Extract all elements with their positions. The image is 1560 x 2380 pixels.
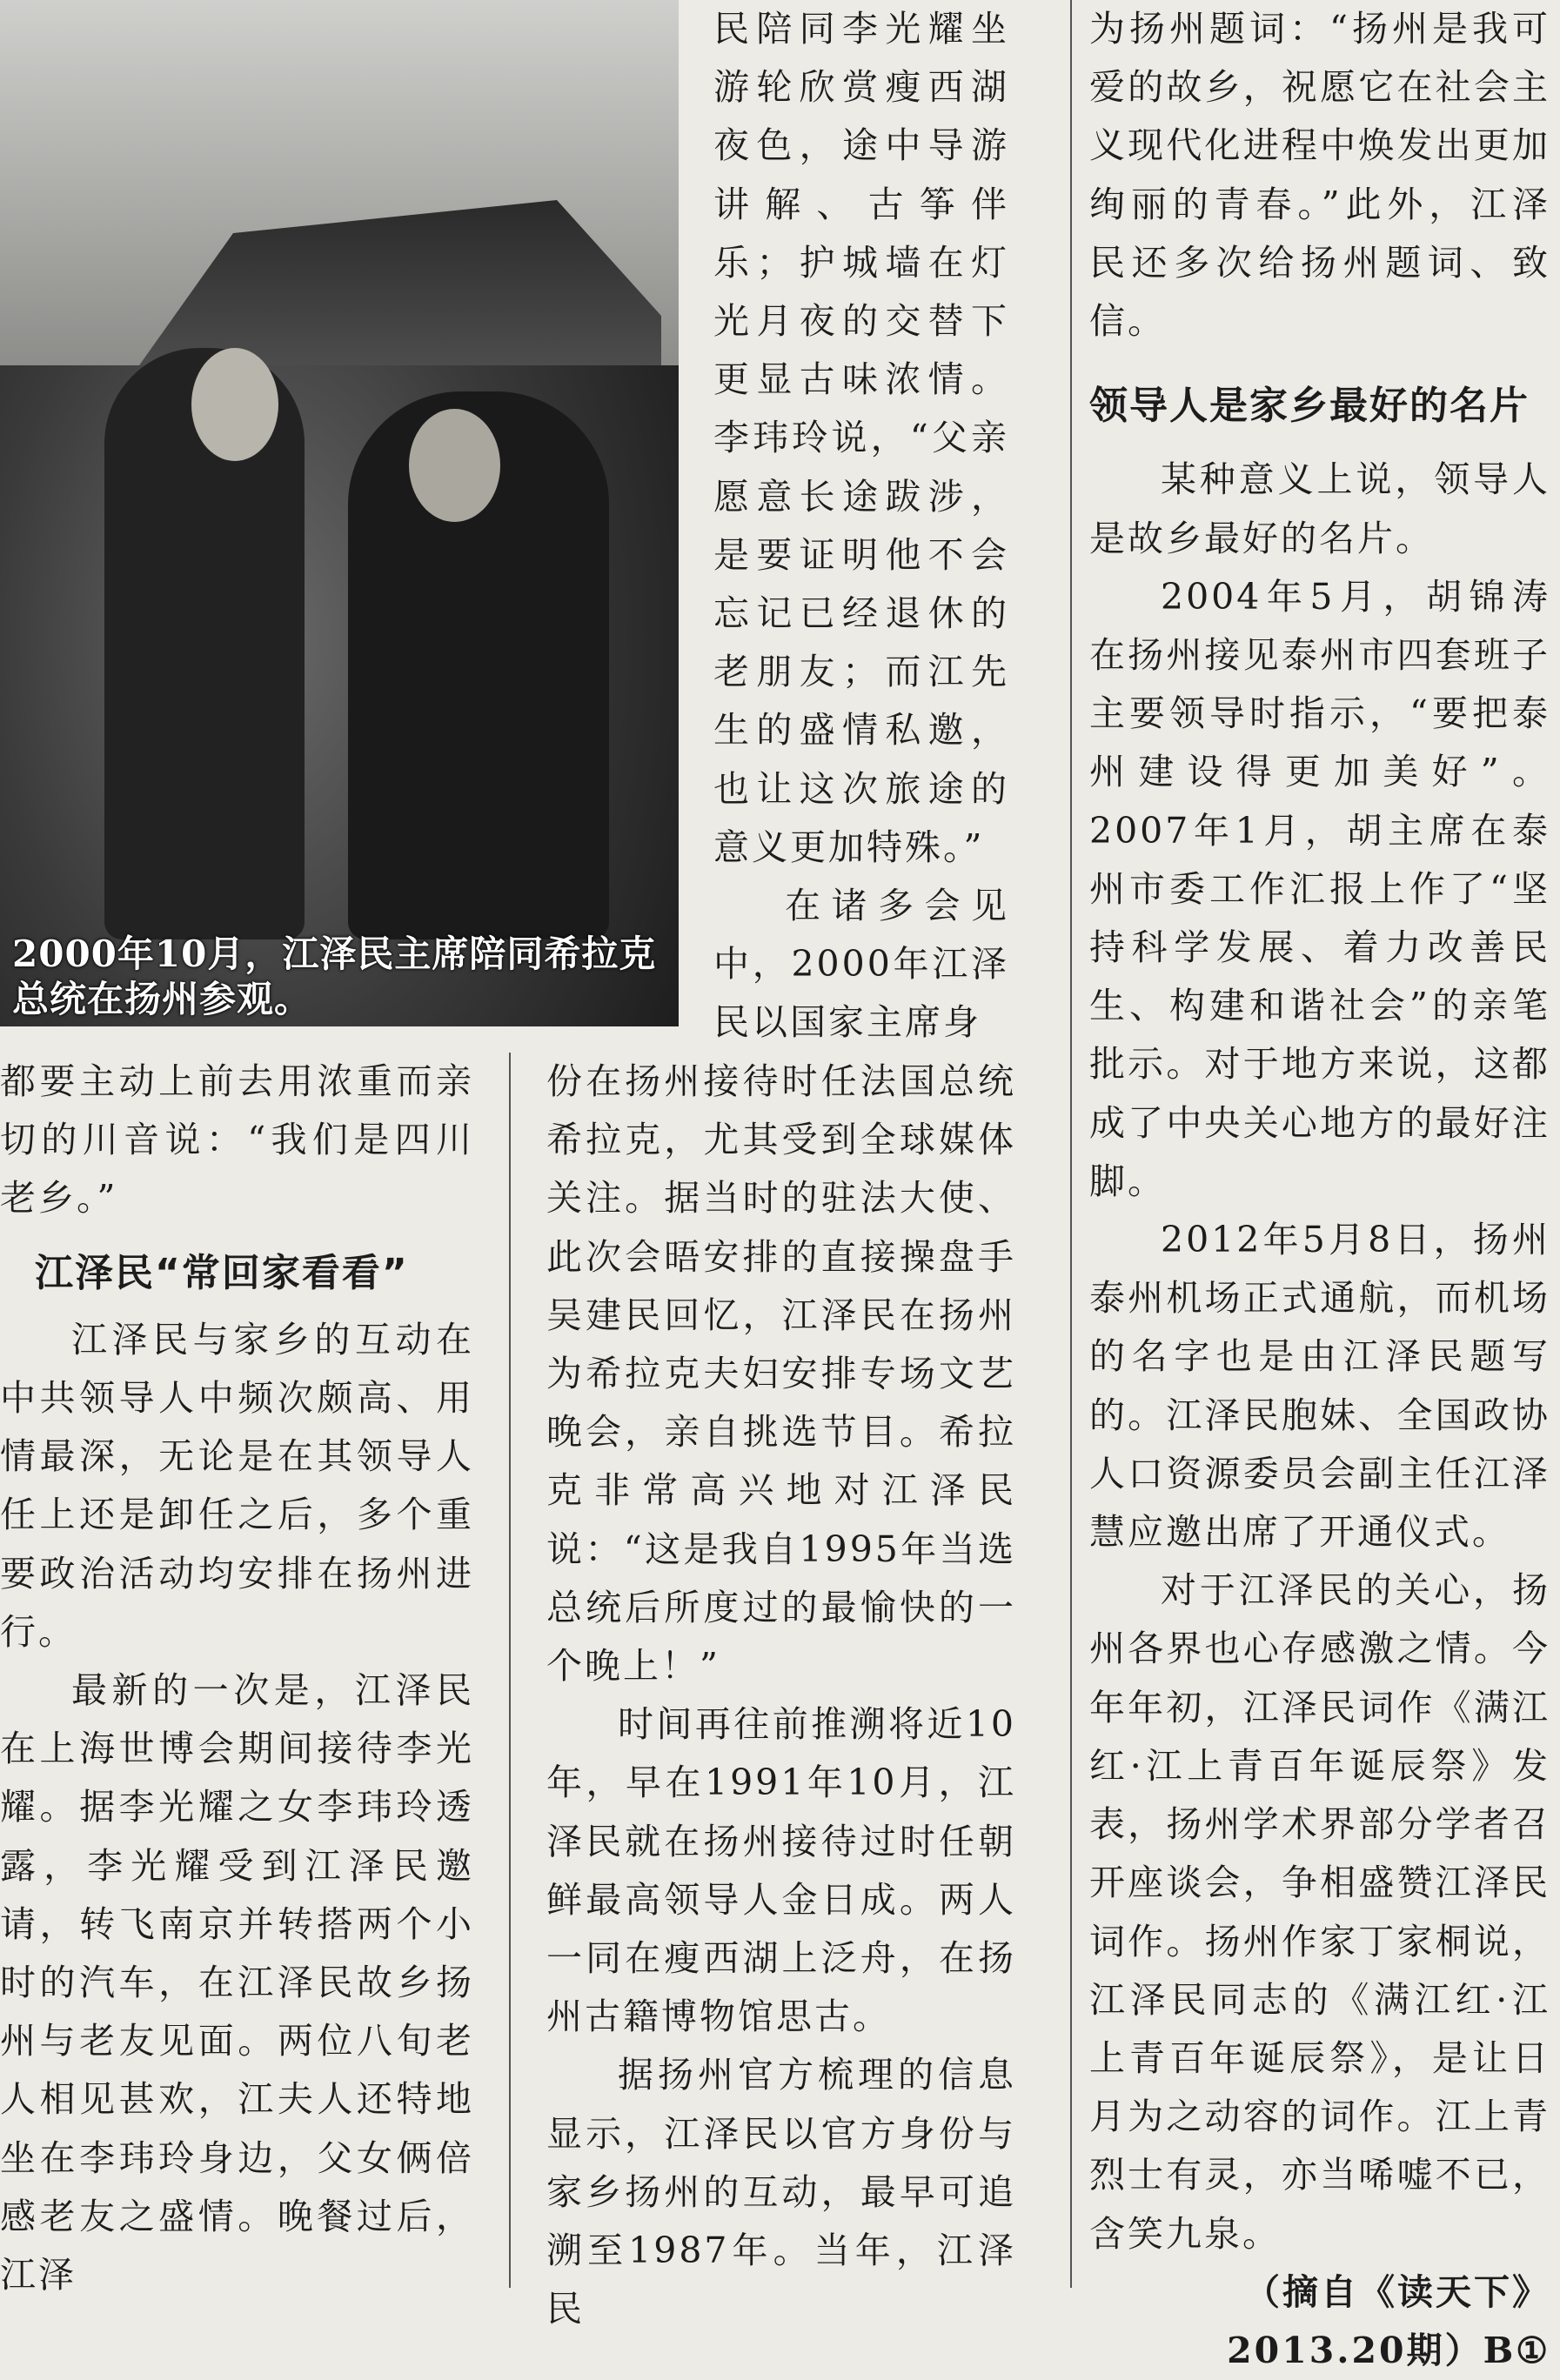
paragraph: 最新的一次是，江泽民在上海世博会期间接待李光耀。据李光耀之女李玮玲透露，李光耀受到江泽民邀请，转飞南京并转搭两个小时的汽车，在江泽民故乡扬州与老友见面。两位八旬老人相见甚欢，江夫人还特地坐在李玮玲身边，父女俩倍感老友之盛情。晚餐过后，江泽 — [0, 1669, 474, 2296]
paragraph: 据扬州官方梳理的信息显示，江泽民以官方身份与家乡扬州的互动，最早可追溯至1987年。当年，江泽民 — [546, 2054, 1016, 2330]
paragraph: 时间再往前推溯将近10年，早在1991年10月，江泽民就在扬州接待过时任朝鲜最高领导人金日成。两人一同在瘦西湖上泛舟，在扬州古籍博物馆思古。 — [546, 1703, 1016, 2038]
paragraph: 民陪同李光耀坐游轮欣赏瘦西湖夜色，途中导游讲解、古筝伴乐；护城墙在灯光月夜的交替下更显古味浓情。李玮玲说，“父亲愿意长途跋涉，是要证明他不会忘记已经退休的老朋友；而江先生的盛情私邀，也让这次旅途的意义更加特殊。” — [713, 8, 1009, 868]
paragraph: 都要主动上前去用浓重而亲切的川音说：“我们是四川老乡。” — [0, 1060, 474, 1220]
paragraph: 江泽民与家乡的互动在中共领导人中频次颇高、用情最深，无论是在其领导人任上还是卸任之后，多个重要政治活动均安排在扬州进行。 — [0, 1318, 474, 1653]
photo-head-left — [191, 348, 278, 461]
column-3 — [1089, 0, 1550, 2380]
section-heading: 领导人是家乡最好的名片 — [1089, 384, 1530, 429]
section-heading: 江泽民“常回家看看” — [35, 1250, 409, 1295]
column-1 — [0, 1053, 474, 2304]
column-2 — [546, 1053, 1016, 2338]
paragraph: 份在扬州接待时任法国总统希拉克，尤其受到全球媒体关注。据当时的驻法大使、此次会晤安排的直接操盘手吴建民回忆，江泽民在扬州为希拉克夫妇安排专场文艺晚会，亲自挑选节目。希拉克非常高兴地对江泽民说：“这是我自1995年当选总统后所度过的最愉快的一个晚上！” — [546, 1060, 1016, 1688]
column-divider — [1070, 0, 1072, 2288]
paragraph: 在诸多会见中，2000年江泽民以国家主席身 — [713, 885, 1009, 1044]
news-photo — [0, 0, 679, 1026]
paragraph: 2012年5月8日，扬州泰州机场正式通航，而机场的名字也是由江泽民题写的。江泽民胞妹、全国政协人口资源委员会副主任江泽慧应邀出席了开通仪式。 — [1089, 1219, 1550, 1554]
column-divider — [509, 1053, 511, 2288]
photo-head-right — [409, 409, 500, 522]
paragraph: 某种意义上说，领导人是故乡最好的名片。 — [1089, 458, 1550, 559]
paragraph: 为扬州题词：“扬州是我可爱的故乡，祝愿它在社会主义现代化进程中焕发出更加绚丽的青春。”此外，江泽民还多次给扬州题词、致信。 — [1089, 8, 1550, 343]
paragraph: 对于江泽民的关心，扬州各界也心存感激之情。今年年初，江泽民词作《满江红·江上青百年诞辰祭》发表，扬州学术界部分学者召开座谈会，争相盛赞江泽民词作。扬州作家丁家桐说，江泽民同志的《满江红·江上青百年诞辰祭》，是让日月为之动容的词作。江上青烈士有灵，亦当唏嘘不已，含笑九泉。 — [1089, 1569, 1550, 2255]
paragraph: 2004年5月，胡锦涛在扬州接见泰州市四套班子主要领导时指示，“要把泰州建设得更加美好”。2007年1月，胡主席在泰州市委工作汇报上作了“坚持科学发展、着力改善民生、构建和谐社会”的亲笔批示。对于地方来说，这都成了中央关心地方的最好注脚。 — [1089, 575, 1550, 1202]
column-2-top — [713, 0, 1009, 1053]
source-citation: （摘自《读天下》2013.20期）B① — [1227, 2270, 1550, 2371]
photo-caption: 2000年10月，江泽民主席陪同希拉克总统在扬州参观。 — [12, 933, 657, 1020]
